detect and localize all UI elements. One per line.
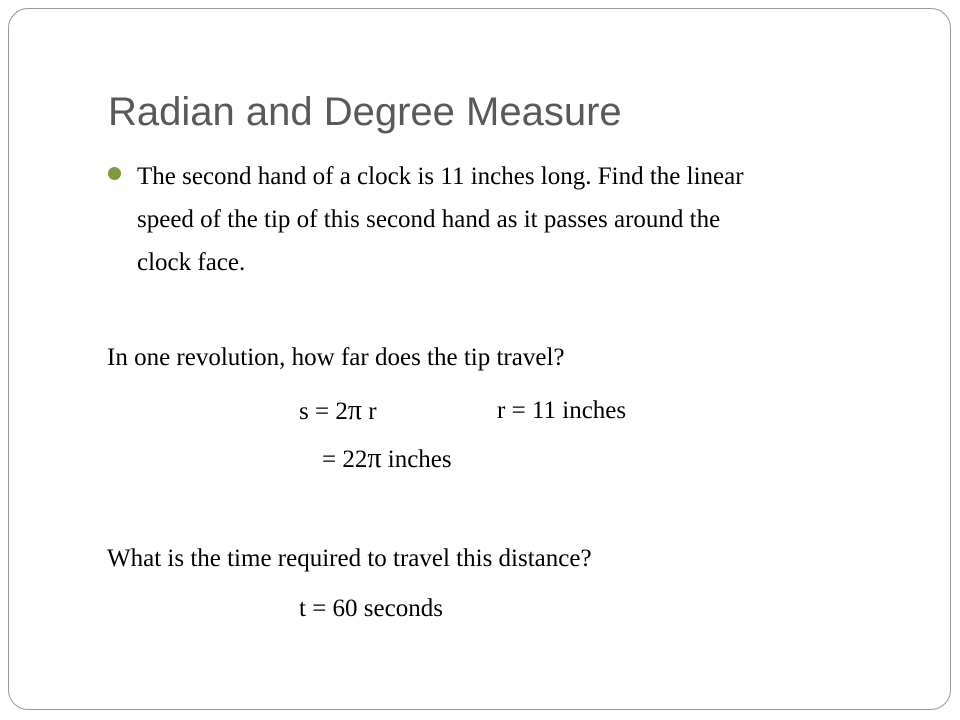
equation-distance-suffix: inches <box>381 446 452 473</box>
bullet-text-line-3: clock face. <box>137 249 246 276</box>
question-revolution-distance: In one revolution, how far does the tip travel? <box>107 344 565 371</box>
equation-distance-result <box>322 444 452 475</box>
bullet-dot <box>108 167 121 180</box>
bullet-text-line-1: The second hand of a clock is 11 inches long. Find the linear <box>137 163 744 190</box>
question-time-required: What is the time required to travel this distance? <box>107 545 592 572</box>
equation-arc-length-suffix: r <box>361 398 377 425</box>
equation-time: t = 60 seconds <box>299 595 443 622</box>
equation-arc-length-prefix: s = 2 <box>299 398 348 425</box>
equation-distance-prefix: = 22 <box>322 446 368 473</box>
bullet-text-line-2: speed of the tip of this second hand as it passes around the <box>137 206 721 233</box>
slide-title: Radian and Degree Measure <box>108 90 622 134</box>
pi-symbol: π <box>347 395 362 426</box>
pi-symbol: π <box>367 443 382 474</box>
given-radius: r = 11 inches <box>497 397 627 424</box>
equation-arc-length <box>299 396 377 427</box>
